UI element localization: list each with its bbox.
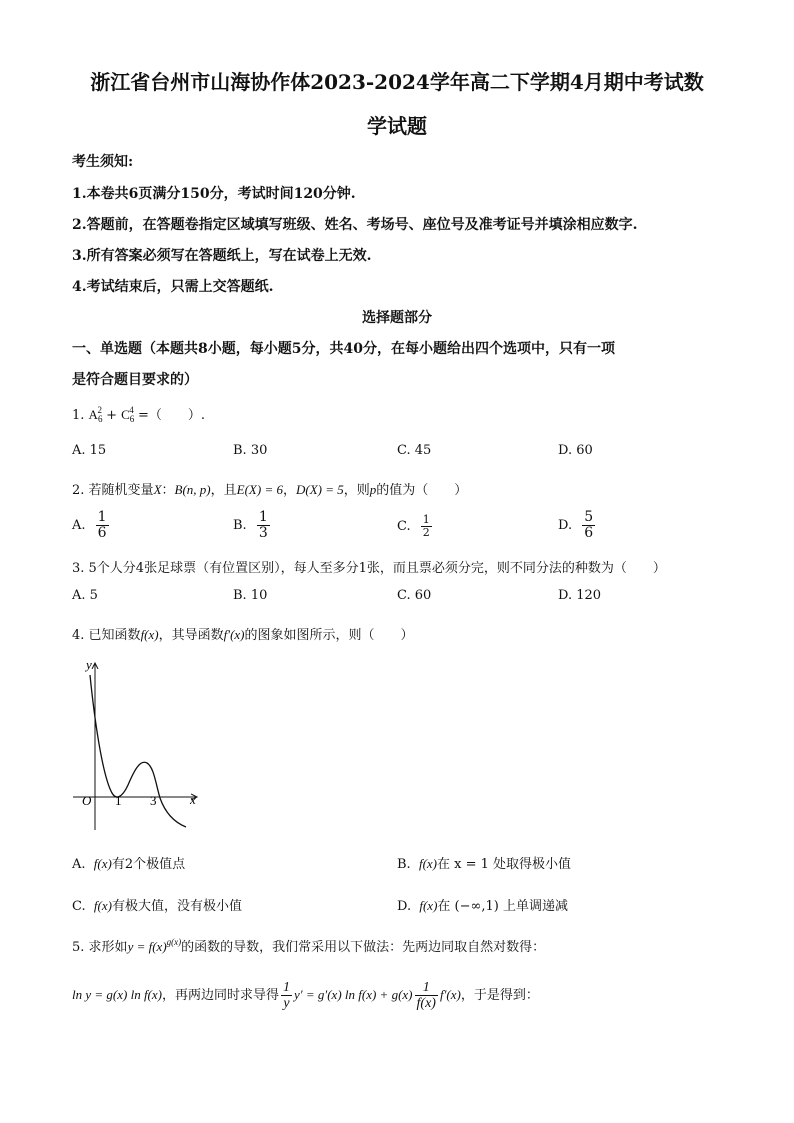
question-2 (72, 479, 467, 498)
q5-text: 求形如 (88, 940, 128, 955)
q5-text: 的函数的导数，我们常采用以下做法：先两边同取自然对数得： (181, 940, 546, 955)
q4-option-b: B. f(x)在 x = 1 处取得极小值 (397, 856, 572, 872)
q3-option-a: A. 5 (72, 588, 98, 603)
q2-text: ，则 (343, 483, 370, 498)
combination-symbol: $C_6^4$ (121, 405, 135, 424)
q3-option-b: B. 10 (233, 588, 268, 603)
fraction-1-over-fx: $\frac{1}{f(x)}$ (416, 980, 436, 1011)
q5-text: ，于是得到： (460, 988, 539, 1003)
question-1-tail: =（ ）. (137, 408, 205, 423)
q2-option-b: B. $\frac{1}{3}$ (233, 509, 268, 541)
tick-label-1: 1 (115, 793, 122, 808)
derivative-f-prime: f′(x) (223, 627, 245, 642)
q2-option-d: D. $\frac{5}{6}$ (558, 509, 594, 541)
derivative-graph (70, 655, 210, 835)
expectation: E(X) = 6 (236, 482, 283, 497)
power-function-formula: $y = f(x)^{g(x)}$ (127, 937, 182, 954)
variance: D(X) = 5 (295, 482, 344, 497)
q4-option-a: A. f(x)有2个极值点 (72, 856, 186, 872)
notice-item-3: 3.所有答案必须写在答题纸上，写在试卷上无效. (72, 248, 372, 264)
question-number: 4. (72, 628, 85, 643)
question-5 (72, 936, 545, 955)
q4-option-c: C. f(x)有极大值，没有极小值 (72, 898, 242, 914)
tick-label-3: 3 (150, 793, 157, 808)
question-1 (72, 404, 205, 424)
q4-text: 的图象如图所示，则（ ） (244, 628, 414, 643)
binomial-distribution: B(n, p) (174, 482, 211, 497)
q2-colon: ： (161, 483, 175, 498)
q2-text: ， (282, 483, 296, 498)
section-heading-line-2: 是符合题目要求的） (72, 372, 198, 388)
notice-item-1: 1.本卷共6页满分150分，考试时间120分钟. (72, 186, 356, 202)
q1-option-c: C. 45 (397, 443, 432, 458)
permutation-symbol: $A_6^2$ (88, 405, 103, 424)
question-number: 1. (72, 408, 85, 423)
section-part-title: 选择题部分 (362, 310, 432, 326)
plus-sign: + (106, 408, 117, 423)
derivative-term: f′(x) (439, 987, 461, 1002)
origin-label: O (82, 793, 92, 808)
x-axis-label: x (190, 792, 196, 807)
question-3: 3. 5个人分4张足球票（有位置区别），每人至多分1张，而且票必须分完，则不同分法的种数为（ ） (72, 561, 666, 576)
question-4 (72, 624, 414, 643)
q2-option-a: A. $\frac{1}{6}$ (72, 509, 107, 541)
q2-option-c: C. $\frac{1}{2}$ (397, 513, 430, 539)
notice-item-2: 2.答题前，在答题卷指定区域填写班级、姓名、考场号、座位号及准考证号并填涂相应数字. (72, 217, 638, 233)
q2-text: 的值为（ ） (376, 483, 468, 498)
question-number: 2. (72, 483, 85, 498)
question-number: 5. (72, 940, 85, 955)
q2-text: 若随机变量 (88, 483, 154, 498)
function-f: f(x) (140, 627, 159, 642)
q2-text: ，且 (210, 483, 237, 498)
random-variable: X (153, 482, 162, 497)
notice-heading: 考生须知: (72, 154, 134, 170)
fraction-1-over-y: $\frac{1}{y}$ (283, 980, 290, 1011)
q3-option-d: D. 120 (558, 588, 602, 603)
q3-option-c: C. 60 (397, 588, 432, 603)
document-title-line-1: 浙江省台州市山海协作体2023-2024学年高二下学期4月期中考试数 (90, 70, 704, 94)
q1-option-d: D. 60 (558, 443, 593, 458)
q4-text: 已知函数 (88, 628, 141, 643)
section-heading-line-1: 一、单选题（本题共8小题，每小题5分，共40分，在每小题给出四个选项中，只有一项 (72, 341, 615, 357)
derivative-curve (90, 675, 186, 827)
q1-option-a: A. 15 (72, 443, 107, 458)
q4-option-d: D. f(x)在 (−∞,1) 上单调递减 (397, 898, 568, 914)
q4-text: ，其导函数 (158, 628, 224, 643)
y-axis-label: y (86, 657, 92, 672)
parameter-p: p (369, 482, 377, 497)
log-equation: ln y = g(x) ln f(x) (72, 987, 162, 1002)
notice-item-4: 4.考试结束后，只需上交答题纸. (72, 279, 274, 295)
question-5-derivation (72, 980, 539, 1011)
document-title-line-2: 学试题 (367, 114, 427, 138)
derivative-equation: y′ = g′(x) ln f(x) + g(x) (294, 987, 413, 1002)
q5-text: ，再两边同时求导得 (161, 988, 279, 1003)
q1-option-b: B. 30 (233, 443, 268, 458)
